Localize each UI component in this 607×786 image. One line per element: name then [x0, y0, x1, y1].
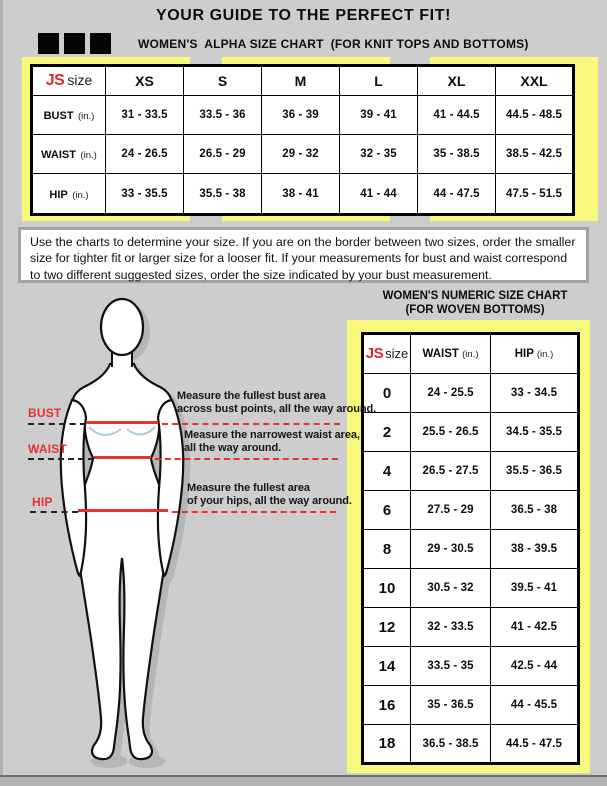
numeric-row — [363, 608, 579, 647]
decor-square-icon — [90, 33, 111, 54]
hip-value: 33 - 35.5 — [106, 174, 184, 215]
waist-right-dashed-line — [155, 458, 338, 460]
brand-size-label: size — [385, 346, 409, 361]
waist-value: 29 - 32 — [262, 135, 340, 174]
numeric-row — [363, 491, 579, 530]
waist-cell: 33.5 - 35 — [411, 647, 491, 686]
hip-value: 44 - 47.5 — [418, 174, 496, 215]
page-title: YOUR GUIDE TO THE PERFECT FIT! — [155, 7, 452, 24]
numeric-row — [363, 413, 579, 452]
waist-value: 26.5 - 29 — [184, 135, 262, 174]
alpha-col-xs: XS — [106, 66, 184, 96]
waist-value: 35 - 38.5 — [418, 135, 496, 174]
waist-value: 38.5 - 42.5 — [496, 135, 574, 174]
sizing-instructions-note: Use the charts to determine your size. If you are on the border between two sizes, order the smaller size for tighter fit or larger size for a looser fit. If your measurements for bust and waist correspond to two different suggested sizes, order the size indicated by your bust measurement. — [18, 227, 589, 283]
numeric-row — [363, 725, 579, 764]
alpha-header-row — [32, 66, 574, 96]
bust-value: 31 - 33.5 — [106, 96, 184, 135]
waist-cell: 25.5 - 26.5 — [411, 413, 491, 452]
hip-cell: 44 - 45.5 — [491, 686, 579, 725]
hip-cell: 41 - 42.5 — [491, 608, 579, 647]
brand-cell — [363, 334, 411, 374]
body-measurement-figure — [0, 295, 230, 775]
numeric-header-row — [363, 334, 579, 374]
bust-value: 44.5 - 48.5 — [496, 96, 574, 135]
hip-row-label: HIP (in.) — [32, 174, 106, 215]
decor-square-icon — [38, 33, 59, 54]
size-cell: 10 — [363, 569, 411, 608]
hip-cell: 35.5 - 36.5 — [491, 452, 579, 491]
waist-cell: 30.5 - 32 — [411, 569, 491, 608]
hip-left-dashed-line — [30, 511, 78, 513]
js-logo: JS — [45, 72, 65, 89]
brand-size-label: size — [67, 72, 93, 88]
waist-row-label: WAIST (in.) — [32, 135, 106, 174]
numeric-hip-header: HIP (in.) — [491, 334, 579, 374]
hip-measure-line — [78, 509, 168, 512]
hip-value: 38 - 41 — [262, 174, 340, 215]
bust-value: 33.5 - 36 — [184, 96, 262, 135]
hip-cell: 33 - 34.5 — [491, 374, 579, 413]
waist-value: 24 - 26.5 — [106, 135, 184, 174]
bust-left-dashed-line — [28, 423, 86, 425]
alpha-bust-row — [32, 96, 574, 135]
hip-cell: 34.5 - 35.5 — [491, 413, 579, 452]
size-cell: 14 — [363, 647, 411, 686]
hip-annotation: Measure the fullest area of your hips, all the way around. — [187, 482, 352, 507]
hip-label: HIP — [32, 495, 53, 509]
alpha-waist-row — [32, 135, 574, 174]
bust-right-dashed-line — [162, 423, 340, 425]
bust-value: 41 - 44.5 — [418, 96, 496, 135]
waist-cell: 32 - 33.5 — [411, 608, 491, 647]
hip-cell: 44.5 - 47.5 — [491, 725, 579, 764]
figure-head — [101, 299, 143, 355]
alpha-col-xxl: XXL — [496, 66, 574, 96]
alpha-col-l: L — [340, 66, 418, 96]
size-cell: 4 — [363, 452, 411, 491]
size-cell: 12 — [363, 608, 411, 647]
bust-value: 39 - 41 — [340, 96, 418, 135]
decor-square-icon — [64, 33, 85, 54]
numeric-row — [363, 530, 579, 569]
bust-row-label: BUST (in.) — [32, 96, 106, 135]
hip-right-dashed-line — [172, 511, 336, 513]
size-cell: 2 — [363, 413, 411, 452]
size-cell: 8 — [363, 530, 411, 569]
bust-measure-line — [86, 421, 158, 424]
brand-cell — [32, 66, 106, 96]
waist-left-dashed-line — [28, 458, 94, 460]
figure-left-arm — [61, 400, 86, 576]
js-logo: JS — [365, 345, 384, 362]
numeric-chart-heading: WOMEN'S NUMERIC SIZE CHART (FOR WOVEN BOTTOMS) — [382, 290, 568, 316]
waist-cell: 24 - 25.5 — [411, 374, 491, 413]
hip-cell: 42.5 - 44 — [491, 647, 579, 686]
bust-annotation: Measure the fullest bust area across bust points, all the way around. — [177, 390, 377, 415]
hip-value: 41 - 44 — [340, 174, 418, 215]
waist-label: WAIST — [28, 442, 67, 456]
waist-annotation: Measure the narrowest waist area, all the way around. — [184, 429, 360, 454]
page-bottom-edge — [0, 777, 607, 786]
numeric-size-table — [361, 332, 580, 765]
alpha-hip-row — [32, 174, 574, 215]
numeric-row — [363, 647, 579, 686]
numeric-row — [363, 569, 579, 608]
numeric-row — [363, 686, 579, 725]
hip-cell: 38 - 39.5 — [491, 530, 579, 569]
numeric-waist-header: WAIST (in.) — [411, 334, 491, 374]
alpha-col-xl: XL — [418, 66, 496, 96]
numeric-row — [363, 374, 579, 413]
waist-measure-line — [94, 456, 151, 459]
waist-value: 32 - 35 — [340, 135, 418, 174]
alpha-col-m: M — [262, 66, 340, 96]
hip-value: 47.5 - 51.5 — [496, 174, 574, 215]
waist-cell: 36.5 - 38.5 — [411, 725, 491, 764]
size-cell: 18 — [363, 725, 411, 764]
bust-value: 36 - 39 — [262, 96, 340, 135]
hip-cell: 36.5 - 38 — [491, 491, 579, 530]
size-cell: 16 — [363, 686, 411, 725]
alpha-chart-heading: WOMEN'S ALPHA SIZE CHART (FOR KNIT TOPS AND BOTTOMS) — [138, 37, 529, 51]
size-cell: 0 — [363, 374, 411, 413]
waist-cell: 27.5 - 29 — [411, 491, 491, 530]
waist-cell: 29 - 30.5 — [411, 530, 491, 569]
hip-value: 35.5 - 38 — [184, 174, 262, 215]
numeric-row — [363, 452, 579, 491]
alpha-size-table — [30, 64, 575, 216]
hip-cell: 39.5 - 41 — [491, 569, 579, 608]
bust-label: BUST — [28, 406, 62, 420]
waist-cell: 26.5 - 27.5 — [411, 452, 491, 491]
waist-cell: 35 - 36.5 — [411, 686, 491, 725]
size-cell: 6 — [363, 491, 411, 530]
alpha-col-s: S — [184, 66, 262, 96]
